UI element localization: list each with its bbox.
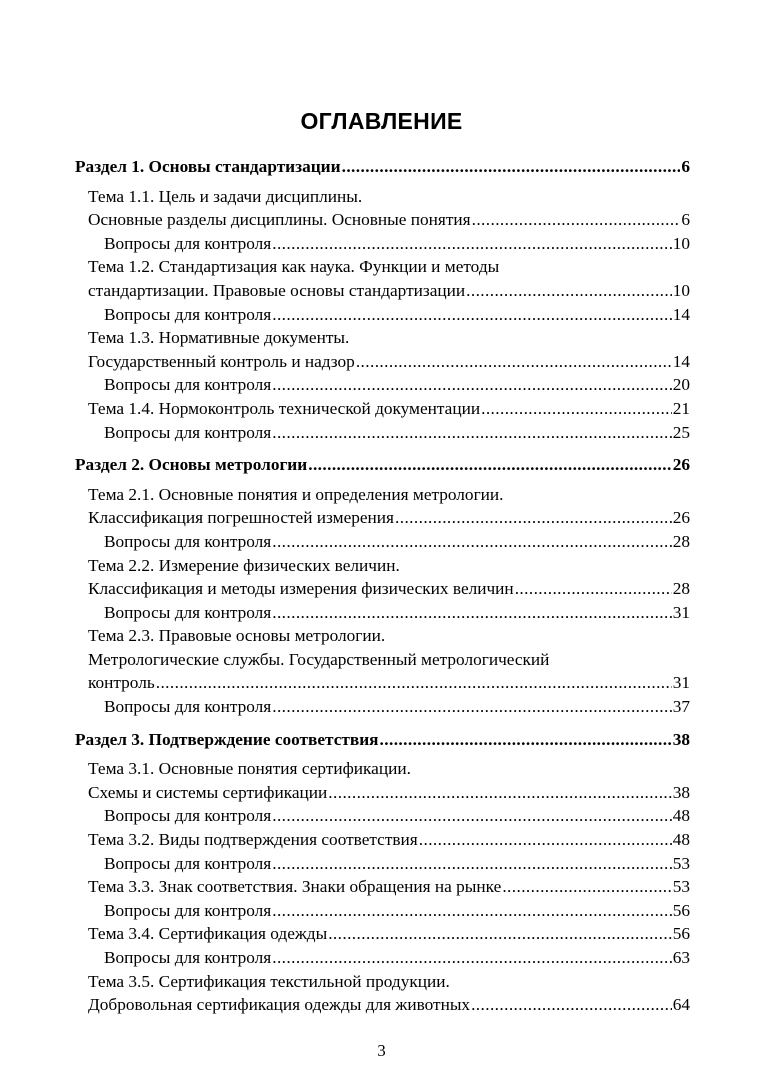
toc-topic-1-1-line1[interactable]: Тема 1.1. Цель и задачи дисциплины. — [88, 186, 363, 206]
topic-title: Классификация погрешностей измерения — [88, 508, 394, 528]
leader-dots — [156, 671, 672, 695]
toc-topic-1-3[interactable] — [75, 350, 690, 374]
toc-questions-3-2[interactable] — [75, 852, 690, 876]
questions-label: Вопросы для контроля — [104, 602, 272, 622]
questions-page: 63 — [672, 948, 690, 967]
topic-title: стандартизации. Правовые основы стандартизации — [88, 280, 466, 300]
questions-page: 48 — [672, 806, 690, 826]
toc-questions-1-1[interactable] — [75, 232, 690, 256]
questions-label: Вопросы для контроля — [104, 948, 272, 967]
section-page: 26 — [672, 455, 690, 475]
questions-page: 37 — [672, 697, 690, 717]
toc-questions-3-1[interactable] — [75, 804, 690, 828]
section-title: Раздел 1. Основы стандартизации — [75, 157, 341, 176]
leader-dots — [342, 155, 681, 179]
leader-dots — [515, 577, 672, 601]
toc-questions-2-1[interactable] — [75, 530, 690, 554]
topic-title: Тема 3.3. Знак соответствия. Знаки обращения на рынке — [88, 877, 502, 897]
topic-page: 31 — [672, 673, 690, 693]
topic-page: 53 — [672, 877, 690, 897]
section-title: Раздел 3. Подтверждение соответствия — [75, 729, 379, 749]
toc-topic-1-2[interactable] — [75, 279, 690, 303]
questions-page: 20 — [672, 375, 690, 395]
leader-dots — [272, 373, 672, 397]
topic-title: Государственный контроль и надзор — [88, 351, 355, 371]
leader-dots — [272, 899, 672, 923]
topic-page: 38 — [672, 782, 690, 802]
toc-questions-1-2[interactable] — [75, 303, 690, 327]
toc-topic-3-2[interactable] — [75, 828, 690, 852]
toc-questions-2-3[interactable] — [75, 695, 690, 719]
toc-topic-3-5-line1[interactable]: Тема 3.5. Сертификация текстильной продукции. — [88, 971, 450, 991]
leader-dots — [419, 828, 672, 852]
topic-title: Добровольная сертификация одежды для животных — [88, 995, 471, 1015]
topic-title: Классификация и методы измерения физических величин — [88, 579, 514, 599]
toc-topic-2-1-line1[interactable]: Тема 2.1. Основные понятия и определения метрологии. — [88, 484, 504, 504]
topic-page: 56 — [672, 924, 690, 944]
section-page: 38 — [672, 729, 690, 749]
topic-title: Тема 3.2. Виды подтверждения соответствия — [88, 830, 418, 850]
toc-questions-2-2[interactable] — [75, 601, 690, 625]
toc-topic-1-1[interactable] — [75, 208, 690, 232]
toc-topic-1-2-line1[interactable]: Тема 1.2. Стандартизация как наука. Функции и методы — [88, 257, 500, 277]
leader-dots — [466, 279, 672, 303]
topic-page: 48 — [672, 830, 690, 850]
leader-dots — [472, 208, 681, 232]
toc-questions-3-3[interactable] — [75, 899, 690, 923]
section-page: 6 — [681, 157, 690, 176]
questions-page: 14 — [672, 304, 690, 324]
toc-topic-3-1-line1[interactable]: Тема 3.1. Основные понятия сертификации. — [88, 759, 411, 779]
toc-topic-3-3[interactable] — [75, 875, 690, 899]
page-title: ОГЛАВЛЕНИЕ — [300, 108, 463, 134]
leader-dots — [272, 421, 672, 445]
questions-label: Вопросы для контроля — [104, 806, 272, 826]
toc-section-2[interactable] — [75, 453, 690, 477]
leader-dots — [272, 804, 672, 828]
questions-page: 28 — [672, 531, 690, 551]
toc-questions-1-4[interactable] — [75, 421, 690, 445]
questions-page: 25 — [672, 422, 690, 442]
questions-label: Вопросы для контроля — [104, 233, 272, 253]
questions-page: 10 — [672, 233, 690, 253]
toc-topic-2-3[interactable] — [75, 671, 690, 695]
leader-dots — [328, 781, 671, 805]
leader-dots — [272, 946, 672, 970]
leader-dots — [380, 728, 672, 752]
questions-page: 53 — [672, 853, 690, 873]
toc-section-1[interactable] — [75, 155, 690, 179]
topic-title: Основные разделы дисциплины. Основные понятия — [88, 210, 471, 230]
toc-topic-2-3-line2[interactable]: Метрологические службы. Государственный метрологический — [88, 649, 550, 669]
leader-dots — [272, 232, 672, 256]
leader-dots — [395, 506, 672, 530]
leader-dots — [272, 695, 672, 719]
topic-title: Тема 1.4. Нормоконтроль технической документации — [88, 398, 481, 418]
toc-topic-2-2-line1[interactable]: Тема 2.2. Измерение физических величин. — [88, 555, 400, 575]
leader-dots — [272, 530, 672, 554]
toc-questions-1-3[interactable] — [75, 373, 690, 397]
leader-dots — [272, 852, 672, 876]
questions-page: 31 — [672, 602, 690, 622]
leader-dots — [272, 601, 672, 625]
leader-dots — [272, 303, 672, 327]
topic-page: 64 — [672, 995, 690, 1015]
questions-label: Вопросы для контроля — [104, 900, 272, 920]
leader-dots — [481, 397, 672, 421]
toc-topic-2-3-line1[interactable]: Тема 2.3. Правовые основы метрологии. — [88, 626, 386, 646]
questions-label: Вопросы для контроля — [104, 697, 272, 717]
table-of-contents — [75, 154, 690, 1017]
topic-title: контроль — [88, 673, 155, 693]
topic-page: 21 — [672, 398, 690, 418]
toc-topic-3-5[interactable] — [75, 993, 690, 1017]
topic-page: 28 — [672, 579, 690, 599]
toc-topic-3-1[interactable] — [75, 781, 690, 805]
toc-topic-1-4[interactable] — [75, 397, 690, 421]
questions-label: Вопросы для контроля — [104, 304, 272, 324]
leader-dots — [308, 453, 671, 477]
questions-label: Вопросы для контроля — [104, 531, 272, 551]
toc-topic-2-1[interactable] — [75, 506, 690, 530]
toc-topic-2-2[interactable] — [75, 577, 690, 601]
leader-dots — [502, 875, 671, 899]
topic-page: 14 — [672, 351, 690, 371]
toc-section-3[interactable] — [75, 728, 690, 752]
topic-page: 26 — [672, 508, 690, 528]
topic-title: Схемы и системы сертификации — [88, 782, 328, 802]
leader-dots — [356, 350, 672, 374]
leader-dots — [471, 993, 672, 1017]
page-number: 3 — [377, 1041, 386, 1060]
questions-label: Вопросы для контроля — [104, 422, 272, 442]
topic-page: 6 — [681, 210, 690, 230]
questions-page: 56 — [672, 900, 690, 920]
section-title: Раздел 2. Основы метрологии — [75, 455, 308, 475]
topic-title: Тема 3.4. Сертификация одежды — [88, 924, 328, 944]
questions-label: Вопросы для контроля — [104, 853, 272, 873]
leader-dots — [328, 922, 672, 946]
questions-label: Вопросы для контроля — [104, 375, 272, 395]
toc-topic-1-3-line1[interactable]: Тема 1.3. Нормативные документы. — [88, 328, 350, 348]
topic-page: 10 — [672, 280, 690, 300]
toc-topic-3-4[interactable] — [75, 922, 690, 946]
toc-questions-3-4[interactable] — [75, 946, 690, 970]
